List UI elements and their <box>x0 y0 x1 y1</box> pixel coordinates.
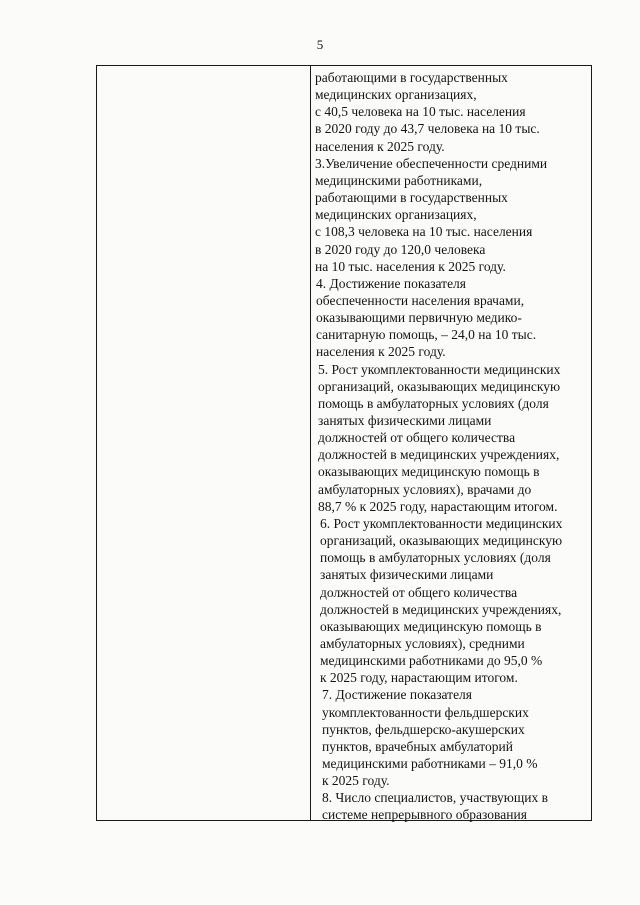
text-line: населения к 2025 году. <box>315 138 445 154</box>
text-line: должностей от общего количества <box>320 584 518 600</box>
text-line: медицинских организациях, <box>315 87 477 103</box>
text-line: 8. Число специалистов, участвующих в <box>322 790 548 806</box>
text-line: помощь в амбулаторных условиях (доля <box>320 550 551 566</box>
table-right-column <box>315 69 591 823</box>
text-line: на 10 тыс. населения к 2025 году. <box>315 258 506 274</box>
text-line: укомплектованности фельдшерских <box>322 704 529 720</box>
text-line: должностей от общего количества <box>318 430 516 446</box>
text-line: 5. Рост укомплектованности медицинских <box>318 361 561 377</box>
text-line: 3.Увеличение обеспеченности средними <box>315 155 548 171</box>
text-line: оказывающими первичную медико- <box>316 310 522 326</box>
text-line: в 2020 году до 120,0 человека <box>315 241 486 257</box>
text-line: занятых физическими лицами <box>320 567 494 583</box>
text-line: занятых физическими лицами <box>318 413 492 428</box>
text-line: организаций, оказывающих медицинскую <box>318 378 561 394</box>
text-line: амбулаторных условиях), средними <box>320 635 525 651</box>
text-line: обеспеченности населения врачами, <box>316 292 525 308</box>
text-line: организаций, оказывающих медицинскую <box>320 533 563 549</box>
page-number: 5 <box>316 37 324 52</box>
document-table <box>96 65 592 821</box>
text-line: работающими в государственных <box>315 70 508 85</box>
text-line: системе непрерывного образования <box>322 807 527 823</box>
text-line: к 2025 году, нарастающим итогом. <box>320 670 518 686</box>
text-line: помощь в амбулаторных условиях (доля <box>318 395 549 411</box>
text-line: амбулаторных условиях), врачами до <box>318 481 532 497</box>
text-line: должностей в медицинских учреждениях, <box>318 447 560 463</box>
text-line: оказывающих медицинскую помощь в <box>318 464 540 480</box>
text-line: медицинскими работниками, <box>315 172 483 188</box>
text-line: должностей в медицинских учреждениях, <box>320 601 562 617</box>
text-line: 88,7 % к 2025 году, нарастающим итогом. <box>318 498 558 514</box>
text-line: пунктов, врачебных амбулаторий <box>322 738 513 754</box>
text-line: с 40,5 человека на 10 тыс. населения <box>315 104 526 120</box>
text-line: 6. Рост укомплектованности медицинских <box>320 515 563 531</box>
text-line: медицинскими работниками до 95,0 % <box>320 653 543 669</box>
text-line: населения к 2025 году. <box>316 344 446 360</box>
text-line: медицинских организациях, <box>315 207 477 223</box>
text-line: 7. Достижение показателя <box>322 687 473 703</box>
text-line: в 2020 году до 43,7 человека на 10 тыс. <box>315 121 540 137</box>
table-left-column <box>97 66 309 820</box>
text-line: медицинскими работниками – 91,0 % <box>322 756 538 771</box>
text-line: работающими в государственных <box>315 190 508 206</box>
text-line: пунктов, фельдшерско-акушерских <box>322 721 525 737</box>
text-line: с 108,3 человека на 10 тыс. населения <box>315 224 533 240</box>
text-line: к 2025 году. <box>322 773 390 789</box>
text-line: 4. Достижение показателя <box>316 275 467 291</box>
text-line: оказывающих медицинскую помощь в <box>320 618 542 634</box>
column-divider <box>310 66 311 820</box>
text-line: санитарную помощь, – 24,0 на 10 тыс. <box>316 327 537 343</box>
